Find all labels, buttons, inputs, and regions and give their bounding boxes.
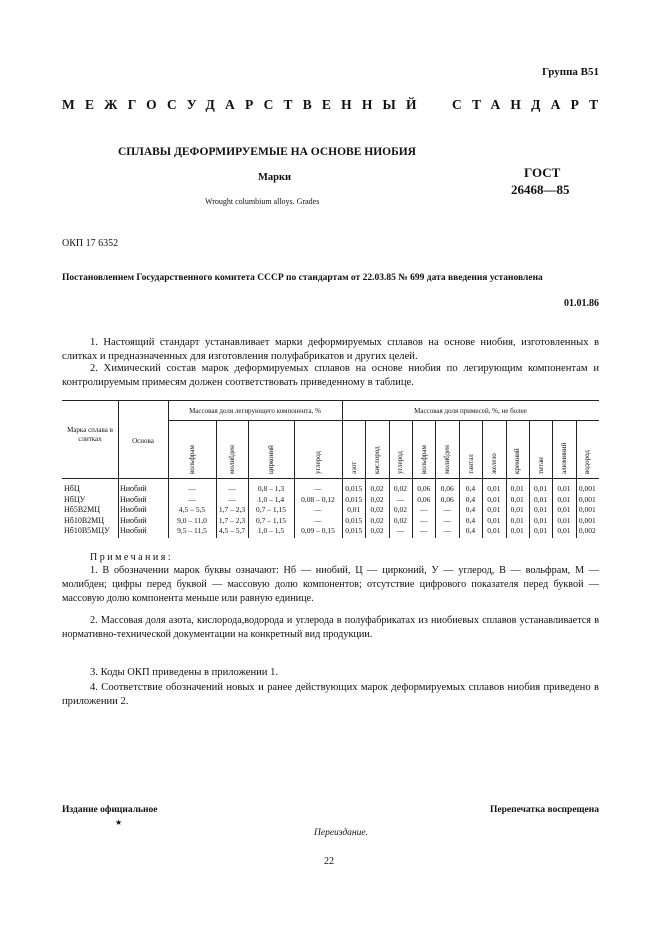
table-cell-value: 0,01 — [534, 494, 548, 504]
table-cell-value: 0,015 — [345, 494, 363, 504]
star-icon: ★ — [115, 818, 123, 827]
table-cell-value: 0,06 — [417, 494, 431, 504]
group-code: Группа В51 — [541, 66, 599, 78]
table-cell-grade: Нб10В2МЦ — [64, 515, 105, 525]
gost-number: 26468—85 — [511, 182, 570, 197]
table-cell-value: 0,01 — [534, 505, 548, 514]
column-header-impurity-14: водород — [583, 450, 592, 474]
table-cell-value: 4,5 – 5,5 — [178, 505, 206, 514]
table-cell-value: 0,4 — [465, 515, 476, 525]
table-cell-value: 0,01 — [510, 484, 524, 493]
resolution-text: Постановлением Государственного комитета СССР по стандартам от 22.03.85 № 699 дата введения установлена — [62, 273, 543, 283]
table-cell-value: 1,7 – 2,3 — [218, 505, 246, 514]
table-cell-value: 1,0 – 1,4 — [257, 494, 285, 504]
document-title: СПЛАВЫ ДЕФОРМИРУЕМЫЕ НА ОСНОВЕ НИОБИЯ — [118, 146, 416, 158]
table-cell-value: — — [314, 484, 322, 493]
table-cell-value: 0,06 — [417, 484, 431, 493]
page-number: 22 — [324, 856, 334, 867]
table-cell-value: 0,06 — [440, 484, 454, 493]
table-cell-value: 0,001 — [578, 515, 596, 525]
column-header-impurity-6: углерод — [396, 451, 405, 474]
table-cell-value: 0,001 — [578, 505, 596, 514]
table-cell-value: 0,4 — [465, 494, 476, 504]
table-cell-value: 0,01 — [487, 505, 501, 514]
table-cell-value: — — [443, 515, 451, 525]
table-cell-value: 0,02 — [393, 515, 407, 525]
table-cell-value: 0,02 — [370, 494, 384, 504]
table-cell-value: 0,4 — [465, 484, 476, 493]
table-cell-value: 0,01 — [347, 505, 361, 514]
paragraph-2: 2. Химический состав марок деформируемых сплавов на основе ниобия по легирующим компонентам и контролируемым примесям должен соответствовать приведенному в таблице. — [62, 363, 599, 388]
table-cell-value: — — [420, 526, 428, 535]
table-cell-value: — — [228, 494, 236, 504]
table-cell-base: Ниобий — [120, 505, 147, 514]
table-cell-value: 0,01 — [557, 505, 571, 514]
table-cell-grade: Нб10В5МЦУ — [64, 526, 110, 535]
table-cell-value: — — [314, 505, 322, 514]
table-cell-value: 0,7 – 1,15 — [256, 515, 286, 525]
table-cell-value: 0,01 — [487, 526, 501, 535]
table-cell-value: 0,02 — [370, 515, 384, 525]
notes-title: Примечания: — [90, 552, 174, 563]
table-cell-value: 1,0 – 1,5 — [257, 526, 285, 535]
table-cell-value: 0,01 — [487, 484, 501, 493]
table-cell-value: 0,02 — [393, 484, 407, 493]
gost-label: ГОСТ — [524, 165, 561, 180]
table-cell-value: 0,01 — [510, 494, 524, 504]
table-cell-value: 0,01 — [557, 515, 571, 525]
table-cell-value: 0,4 — [465, 505, 476, 514]
okp-code: ОКП 17 6352 — [62, 238, 119, 249]
column-header-impurity-5: кислород — [373, 446, 382, 474]
note-2: 2. Массовая доля азота, кислорода,водорода и углерода в полуфабрикатах из ниобиевых сплавов устанавливается в нормативно-технической документации на конкретный вид продукции. — [62, 615, 599, 640]
table-cell-value: 0,4 — [465, 526, 476, 535]
column-header-impurity-12: титан — [536, 457, 545, 474]
table-cell-value: 4,5 – 5,7 — [218, 526, 246, 535]
table-cell-value: 0,01 — [510, 505, 524, 514]
official-edition: Издание официальное — [62, 805, 158, 815]
table-cell-value: 0,01 — [534, 515, 548, 525]
table-cell-value: — — [314, 515, 322, 525]
table-cell-grade: НбЦУ — [64, 494, 86, 504]
table-cell-value: 0,01 — [557, 484, 571, 493]
table-cell-value: 0,02 — [393, 505, 407, 514]
table-cell-base: Ниобий — [120, 515, 147, 525]
header-interstate: МЕЖГОСУДАРСТВЕННЫЙ — [62, 97, 427, 112]
table-cell-value: 0,001 — [578, 484, 596, 493]
column-header-alloy-1: молибден — [228, 445, 236, 474]
table-cell-value: 0,001 — [578, 494, 596, 504]
table-cell-value: 9,5 – 11,5 — [177, 526, 207, 535]
composition-table — [62, 400, 599, 540]
column-header-impurity-9: тантал — [466, 454, 475, 474]
english-title: Wrought columbium alloys. Grades — [205, 197, 320, 206]
table-cell-grade: НбЦ — [64, 484, 80, 493]
reprint-prohibited: Перепечатка воспрещена — [489, 805, 599, 815]
table-cell-value: 0,01 — [487, 515, 501, 525]
note-1: 1. В обозначении марок буквы означают: Нб — ниобий, Ц — цирконий, У — углерод, В — вольфрам, М — молибден; цифры перед буквой — массовую долю компонентов; отсутствие цифрового показателя перед буквой — массовую долю компонента меньше или равную единице. — [62, 565, 599, 604]
table-cell-value: 0,01 — [557, 494, 571, 504]
table-cell-value: — — [188, 494, 196, 504]
column-header-grade: Марка сплава в слитках — [67, 426, 113, 443]
header-standard: СТАНДАРТ — [452, 97, 609, 112]
table-cell-value: — — [420, 505, 428, 514]
table-cell-value: 0,01 — [487, 494, 501, 504]
table-cell-value: 0,09 – 0,15 — [301, 526, 335, 535]
column-header-impurity-10: железо — [489, 453, 498, 474]
table-cell-value: 0,015 — [345, 515, 363, 525]
table-cell-value: 0,015 — [345, 484, 363, 493]
table-cell-value: — — [443, 505, 451, 514]
table-cell-value: 0,01 — [510, 515, 524, 525]
table-cell-value: 0,02 — [370, 526, 384, 535]
table-cell-value: 0,01 — [510, 526, 524, 535]
column-header-base: Основа — [132, 437, 154, 445]
table-cell-value: 0,08 – 0,12 — [301, 494, 335, 504]
table-cell-value: — — [188, 484, 196, 493]
paragraph-4: 4. Соответствие обозначений новых и ранее действующих марок деформируемых сплавов ниобия приведено в приложении 2. — [62, 682, 599, 707]
table-cell-value: 0,002 — [578, 526, 596, 535]
column-header-impurity-7: вольфрам — [419, 445, 428, 474]
table-cell-base: Ниобий — [120, 484, 147, 493]
paragraph-1: 1. Настоящий стандарт устанавливает марки деформируемых сплавов на основе ниобия, изготовленных в слитках и предназначенных для изготовления полуфабрикатов и других целей. — [62, 337, 599, 362]
table-cell-value: 0,8 – 1,3 — [257, 484, 285, 493]
column-header-alloy-2: цирконий — [267, 445, 275, 474]
table-cell-value: — — [420, 515, 428, 525]
column-header-alloy-0: вольфрам — [188, 445, 196, 474]
document-subtitle: Марки — [258, 172, 292, 183]
table-cell-value: — — [443, 526, 451, 535]
group-header-impurities: Массовая доля примесей, %, не более — [414, 407, 527, 415]
paragraph-3: 3. Коды ОКП приведены в приложении 1. — [90, 667, 279, 678]
table-cell-grade: Нб5В2МЦ — [64, 505, 101, 514]
table-cell-value: 0,01 — [534, 484, 548, 493]
table-cell-value: — — [396, 526, 405, 535]
table-cell-value: 0,02 — [370, 484, 384, 493]
introduction-date: 01.01.86 — [564, 298, 599, 309]
column-header-alloy-3: углерод — [314, 451, 322, 474]
column-header-impurity-11: кремний — [513, 448, 522, 474]
table-cell-value: 9,0 – 11,0 — [177, 515, 207, 525]
table-cell-value: 0,015 — [345, 526, 363, 535]
group-header-alloying: Массовая доля легирующего компонента, % — [189, 407, 321, 415]
table-cell-value: — — [396, 494, 405, 504]
column-header-impurity-13: алюминий — [559, 442, 568, 474]
table-cell-value: 0,06 — [440, 494, 454, 504]
table-cell-value: 0,02 — [370, 505, 384, 514]
table-cell-value: 0,01 — [534, 526, 548, 535]
table-cell-value: 0,7 – 1,15 — [256, 505, 286, 514]
column-header-impurity-4: азот — [349, 461, 358, 474]
table-cell-value: 0,01 — [557, 526, 571, 535]
reissue-note: Переиздание. — [314, 828, 368, 838]
table-cell-value: — — [228, 484, 236, 493]
table-cell-value: 1,7 – 2,3 — [218, 515, 246, 525]
table-cell-base: Ниобий — [120, 494, 147, 504]
table-cell-base: Ниобий — [120, 526, 147, 535]
column-header-impurity-8: молибден — [443, 445, 452, 474]
